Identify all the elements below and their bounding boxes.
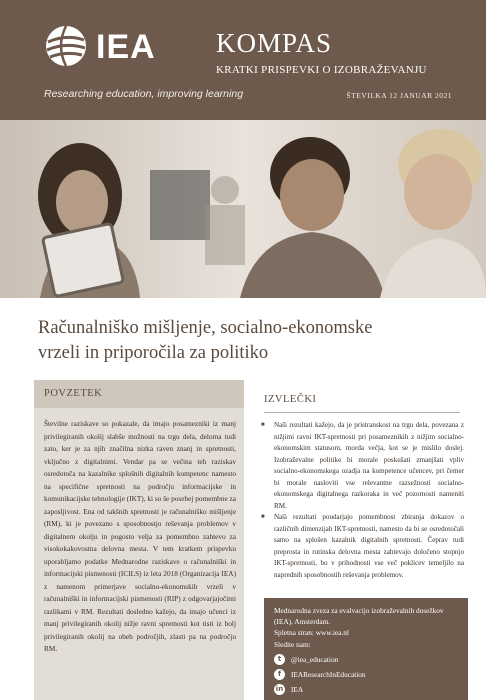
facebook-icon: f [274,669,285,680]
social-label: @iea_education [291,655,339,664]
issue-number: ŠTEVILKA 12 JANUAR 2021 [346,91,452,100]
abstract-panel [34,380,244,700]
contact-website[interactable]: Spletna stran: www.iea.nl [274,628,349,637]
highlights-divider [264,412,460,413]
twitter-icon: t [274,654,285,665]
children-with-tablet-photo [0,120,486,298]
series-subtitle: KRATKI PRISPEVKI O IZOBRAŽEVANJU [216,64,427,76]
series-title: KOMPAS [216,28,333,58]
social-facebook[interactable] [274,669,366,680]
social-twitter[interactable] [274,654,338,665]
contact-box [264,598,468,700]
logo-text: IEA [96,28,156,66]
highlights-heading: IZVLEČKI [264,394,317,405]
social-label: IEAResearchInEducation [291,670,366,679]
abstract-heading-bar [34,380,244,408]
social-linkedin[interactable] [274,684,303,695]
highlight-item: ■ Naši rezultati kažejo, da je pristranskost na trgu dela, povezana z nižjimi ravni IKT-spretnosti pri posameznikih z nižjim socialno-ekonomskim statusom, morda večja, kot se je mislilo doslej. Izobraževalne politike bi morale poskušati zmanjšati vpliv socialno-ekonomskega ozadja na kompetence učencev, pri čemer bi morale nasloviti vse relevantne razsežnosti socialno-ekonomskega digitalnega razkoraka in več pozornosti nameniti RM. [258,420,464,512]
contact-organization: Mednarodna zveza za evalvacijo izobraževalnih dosežkov (IEA), Amsterdam. [274,606,444,626]
abstract-heading: POVZETEK [44,388,103,399]
highlight-item: ■ Naši rezultati poudarjajo pomembnost zbiranja dokazov o različnih dimenzijah IKT-spretnosti, namesto da bi se osredotočali samo na splošen kazalnik digitalnih spretnosti. Čeprav tudi preprosta in rutinska delovna mesta zahtevajo določeno stopnjo IKT-spretnosti, bo v prihodnosti vse več poklicev temeljilo na naprednih sposobnostih reševanja problemov. [258,512,464,581]
linkedin-icon: in [275,685,284,693]
title-line-1: Računalniško mišljenje, socialno-ekonomske [38,318,373,338]
tagline: Researching education, improving learning [44,88,244,100]
title-line-2: vrzeli in priporočila za politiko [38,343,269,363]
highlights-list [258,420,464,581]
header-band [0,0,486,120]
iea-globe-logo-icon [44,24,88,68]
social-label: IEA [291,685,304,694]
abstract-text: Številne raziskave so pokazale, da imajo posamezniki iz manj privilegiranih okolij slabše možnosti na trgu dela, deloma tudi zato, ker je za njih značilna nizka raven znanj in spretnosti, vključno z digitalnimi. Vendar pa se večina teh raziskav osredotoča na kazalnike splošnih digitalnih kompetenc namesto na specifične spretnosti na področju informacijske in komunikacijske tehnologije (IKT), ki so še posebej pomembne za zaposljivost. Ena od takšnih spretnosti je računalniško mišljenje (RM), ki je povezano s sposobnostjo reševanja problemov v digitalnem okolju in pogosto velja za pomembno zahtevo za visokokakovostna delovna mesta. V tem kratkem prispevku uporabljamo podatke Mednarodne raziskave o računalniški in informacijski pismenosti (ICILS) iz leta 2018 (Organizacija IEA) z namenom primerjave socialno-ekonomskih vrzeli v računalniški in informacijski pismenosti (RIP) z odgovarjajočimi razlikami v RM. Rezultati dosledno kažejo, da imajo učenci iz manj privilegiranih okolij nižje ravni spretnosti kot tisti iz bolj privilegiranih okolij na obeh področjih, zlasti pa na področju RM. [44,419,236,653]
follow-us-label: Sledite nam: [274,640,311,649]
page-title [38,316,458,366]
